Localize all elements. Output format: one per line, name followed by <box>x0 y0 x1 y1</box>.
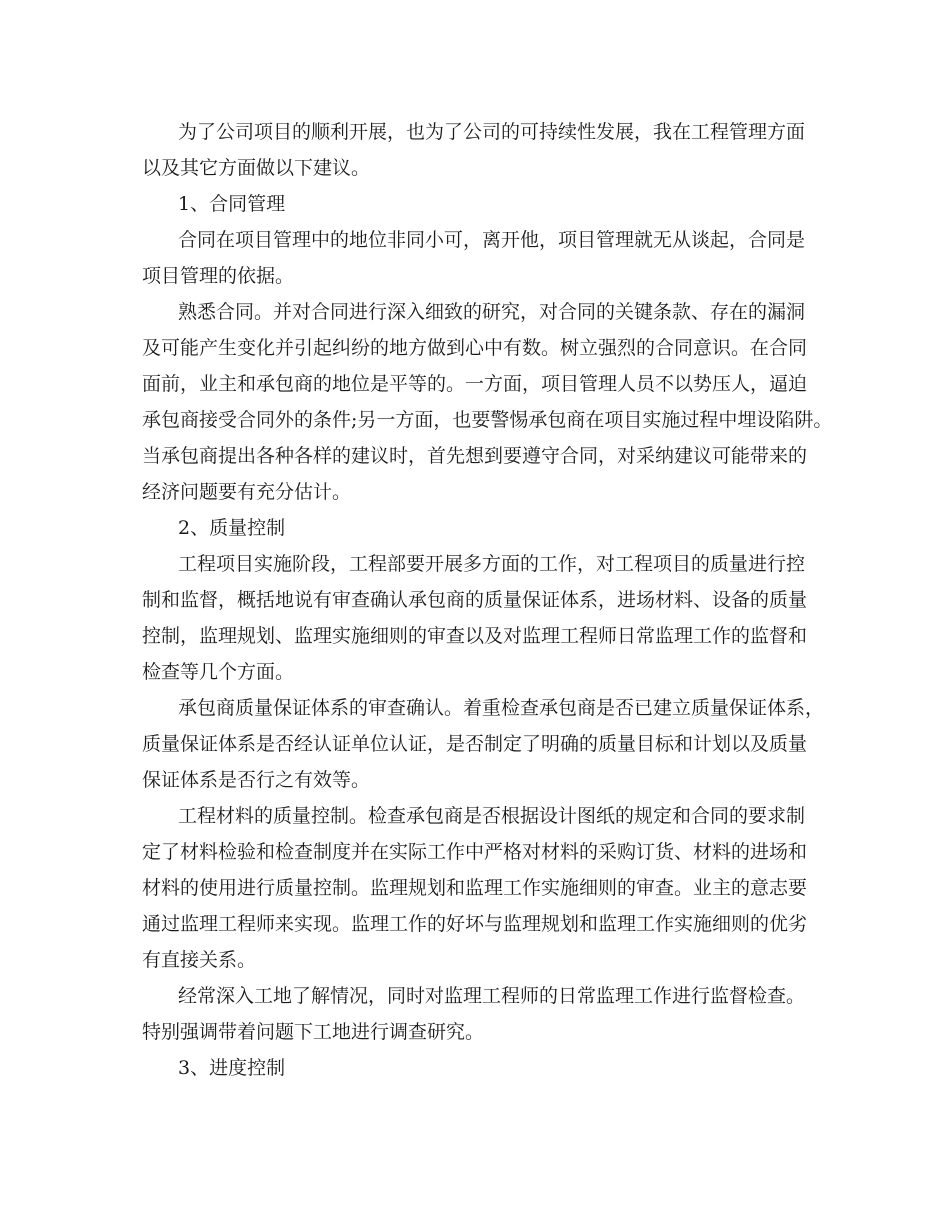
intro-paragraph-line-1: 为了公司项目的顺利开展，也为了公司的可持续性发展，我在工程管理方面 <box>178 121 806 143</box>
section-heading-contract-management: 1、合同管理 <box>178 193 286 215</box>
quality-paragraph-1-line-1: 工程项目实施阶段，工程部要开展多方面的工作，对工程项目的质量进行控 <box>178 553 806 575</box>
contract-paragraph-2-line-1: 熟悉合同。并对合同进行深入细致的研究，对合同的关键条款、存在的漏洞 <box>178 301 806 323</box>
quality-paragraph-1-line-3: 控制，监理规划、监理实施细则的审查以及对监理工程师日常监理工作的监督和 <box>142 625 808 647</box>
quality-paragraph-2-line-1: 承包商质量保证体系的审查确认。着重检查承包商是否已建立质量保证体系， <box>178 697 825 719</box>
contract-paragraph-2-line-2: 及可能产生变化并引起纠纷的地方做到心中有数。树立强烈的合同意识。在合同 <box>142 337 808 359</box>
document-body <box>142 114 833 1086</box>
quality-paragraph-3-line-1: 工程材料的质量控制。检查承包商是否根据设计图纸的规定和合同的要求制 <box>178 805 806 827</box>
contract-paragraph-1-line-1: 合同在项目管理中的地位非同小可，离开他，项目管理就无从谈起，合同是 <box>178 229 806 251</box>
quality-paragraph-3-line-2: 定了材料检验和检查制度并在实际工作中严格对材料的采购订货、材料的进场和 <box>142 841 808 863</box>
contract-paragraph-2-line-3: 面前，业主和承包商的地位是平等的。一方面，项目管理人员不以势压人，逼迫 <box>142 373 808 395</box>
contract-paragraph-2-line-6: 经济问题要有充分估计。 <box>142 481 352 503</box>
quality-paragraph-2-line-2: 质量保证体系是否经认证单位认证，是否制定了明确的质量目标和计划以及质量 <box>142 733 808 755</box>
quality-paragraph-4-line-1: 经常深入工地了解情况，同时对监理工程师的日常监理工作进行监督检查。 <box>178 985 806 1007</box>
quality-paragraph-3-line-4: 通过监理工程师来实现。监理工作的好坏与监理规划和监理工作实施细则的优劣 <box>142 913 808 935</box>
section-heading-schedule-control: 3、进度控制 <box>178 1057 286 1079</box>
quality-paragraph-1-line-2: 制和监督，概括地说有审查确认承包商的质量保证体系，进场材料、设备的质量 <box>142 589 808 611</box>
contract-paragraph-2-line-4: 承包商接受合同外的条件;另一方面，也要警惕承包商在项目实施过程中埋设陷阱。 <box>142 409 833 431</box>
contract-paragraph-2-line-5: 当承包商提出各种各样的建议时，首先想到要遵守合同，对采纳建议可能带来的 <box>142 445 808 467</box>
section-heading-quality-control: 2、质量控制 <box>178 517 286 539</box>
quality-paragraph-4-line-2: 特别强调带着问题下工地进行调查研究。 <box>142 1021 485 1043</box>
quality-paragraph-2-line-3: 保证体系是否行之有效等。 <box>142 769 371 791</box>
quality-paragraph-1-line-4: 检查等几个方面。 <box>142 661 295 683</box>
quality-paragraph-3-line-3: 材料的使用进行质量控制。监理规划和监理工作实施细则的审查。业主的意志要 <box>142 877 808 899</box>
intro-paragraph-line-2: 以及其它方面做以下建议。 <box>142 157 371 179</box>
contract-paragraph-1-line-2: 项目管理的依据。 <box>142 265 295 287</box>
quality-paragraph-3-line-5: 有直接关系。 <box>142 949 257 971</box>
